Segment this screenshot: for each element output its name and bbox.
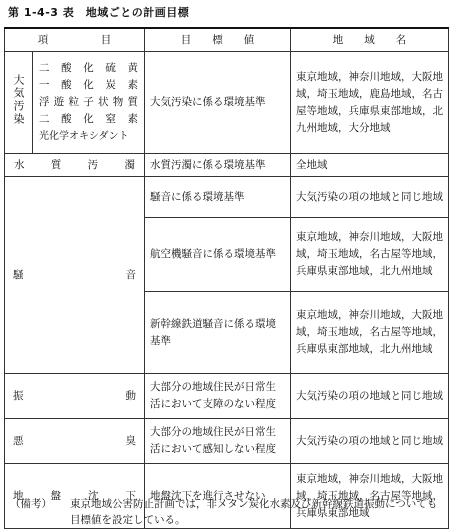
noise-item-label: 騒音	[13, 268, 136, 281]
water-item-label: 水質汚濁	[14, 158, 135, 171]
vibration-item	[5, 374, 145, 419]
planning-targets-table	[4, 27, 449, 529]
odor-item-label: 悪臭	[13, 434, 136, 447]
air-area: 東京地域，神奈川地域，大阪地域，埼玉地域，鹿島地域，名古屋等地域，兵庫県東部地域，北九州地域，大分地域	[291, 52, 449, 154]
note-text: 東京地域公害防止計画では，非メタン炭化水素及び新幹線鉄道振動についても目標値を設定している。	[70, 498, 438, 526]
header-area: 地 域 名	[291, 28, 449, 52]
water-item	[5, 154, 145, 177]
pollutant-item: 浮遊粒子状物質	[39, 96, 138, 108]
shinkansen-noise-target: 新幹線鉄道騒音に係る環境基準	[145, 292, 291, 374]
water-target: 水質汚濁に係る環境基準	[145, 154, 291, 177]
vibration-item-label: 振動	[13, 389, 136, 402]
noise-item	[5, 177, 145, 374]
shinkansen-noise-area: 東京地域，神奈川地域，大阪地域，埼玉地域，名古屋等地域，兵庫県東部地域，北九州地域	[291, 292, 449, 374]
aircraft-noise-area: 東京地域，神奈川地域，大阪地域，埼玉地域，名古屋等地域，兵庫県東部地域，北九州地域	[291, 218, 449, 292]
water-area: 全地域	[291, 154, 449, 177]
subsidence-item-label: 地盤沈下	[13, 489, 136, 502]
subsidence-area: 東京地域，神奈川地域，大阪地域，埼玉地域，名古屋等地域，兵庫県東部地域	[291, 464, 449, 529]
noise-target: 騒音に係る環境基準	[145, 177, 291, 218]
row-vibration	[5, 374, 449, 419]
row-odor	[5, 419, 449, 464]
table-title: 第 1-4-3 表 地域ごとの計画目標	[8, 6, 190, 19]
odor-target: 大部分の地域住民が日常生活において感知しない程度	[145, 419, 291, 464]
air-category-cell	[5, 52, 33, 154]
note-label: （備考）	[10, 498, 52, 510]
air-category-label: 大気汚染	[12, 73, 25, 126]
aircraft-noise-target: 航空機騒音に係る環境基準	[145, 218, 291, 292]
noise-area: 大気汚染の項の地域と同じ地域	[291, 177, 449, 218]
pollutant-item: 光化学オキシダント	[39, 131, 129, 142]
vibration-area: 大気汚染の項の地域と同じ地域	[291, 374, 449, 419]
row-noise-1	[5, 177, 449, 218]
pollutant-item: 二酸化窒素	[39, 113, 138, 125]
header-row	[5, 28, 449, 52]
header-item: 項 目	[5, 28, 145, 52]
header-target: 目 標 値	[145, 28, 291, 52]
row-air-pollution	[5, 52, 449, 154]
air-target: 大気汚染に係る環境基準	[145, 52, 291, 154]
air-pollutants-cell	[33, 52, 145, 154]
pollutant-item: 一酸化炭素	[39, 79, 138, 91]
row-water-pollution	[5, 154, 449, 177]
pollutant-item: 二酸化硫黄	[39, 62, 138, 74]
subsidence-target: 地盤沈下を進行させない	[145, 464, 291, 529]
odor-area: 大気汚染の項の地域と同じ地域	[291, 419, 449, 464]
odor-item	[5, 419, 145, 464]
vibration-target: 大部分の地域住民が日常生活において支障のない程度	[145, 374, 291, 419]
